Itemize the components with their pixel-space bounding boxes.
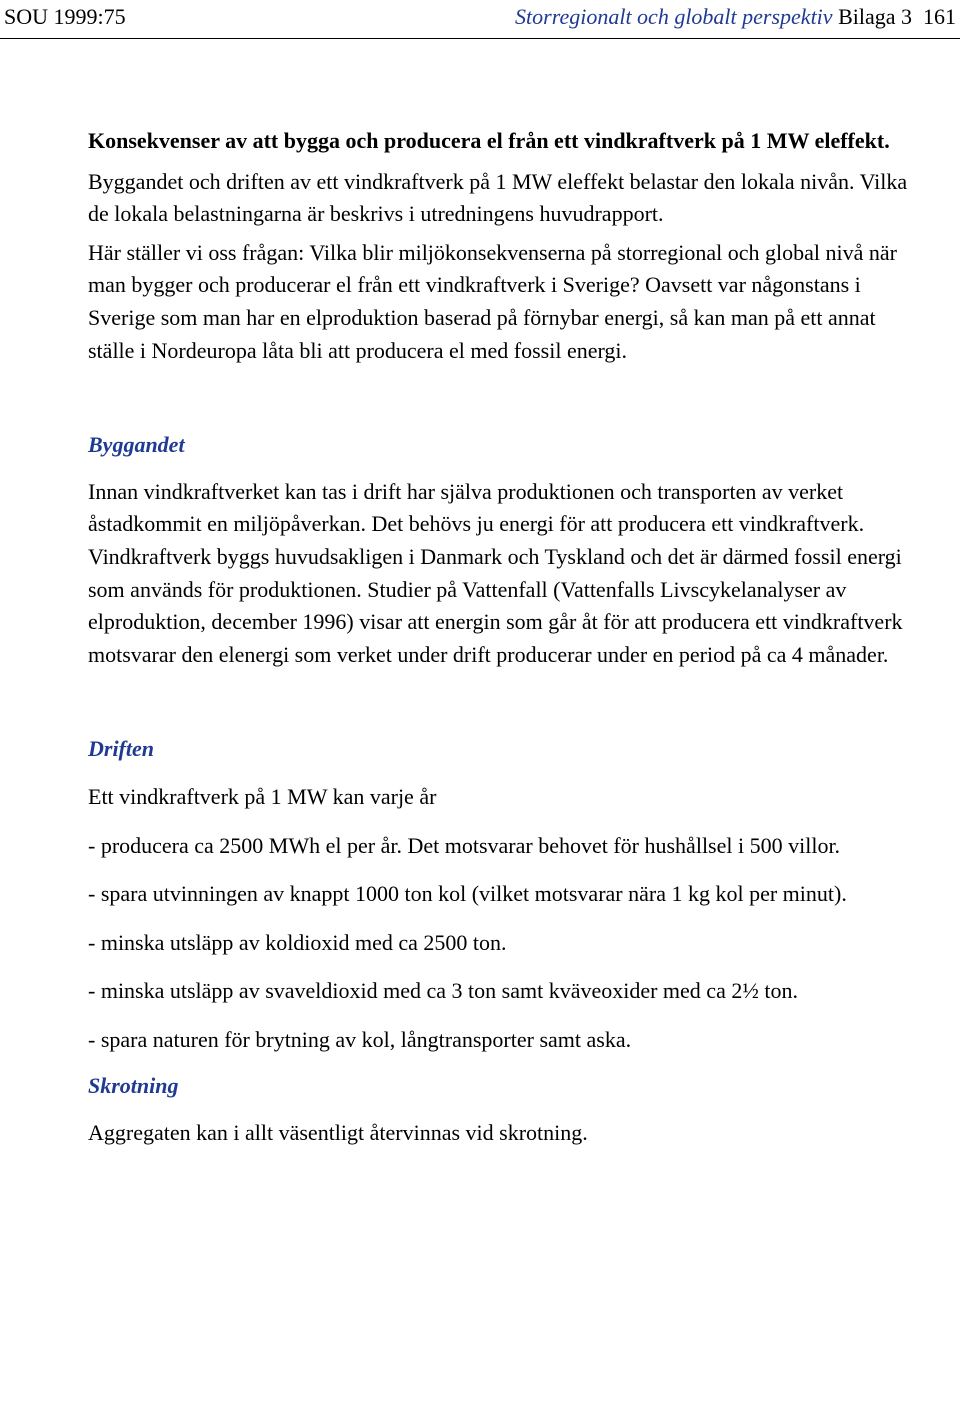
skrotning-paragraph: Aggregaten kan i allt väsentligt återvinnas vid skrotning. (88, 1120, 588, 1146)
page-header (0, 0, 960, 39)
intro-paragraph-2: Här ställer vi oss frågan: Vilka blir miljökonsekvenserna på storregional och global nivå när man bygger och producerar el från ett vindkraftverk i Sverige? Oavsett var någonstans i Sverige som man har en elproduktion baserad på förnybar energi, så kan man på ett annat ställe i Nordeuropa låta bli att producera el med fossil energi. (88, 239, 897, 363)
driften-item: - minska utsläpp av koldioxid med ca 2500 ton. (88, 929, 507, 955)
driften-item: - producera ca 2500 MWh el per år. Det motsvarar behovet för hushållsel i 500 villor. (88, 832, 841, 858)
driften-item: - spara naturen för brytning av kol, långtransporter samt aska. (88, 1026, 632, 1052)
driften-item: - spara utvinningen av knappt 1000 ton kol (vilket motsvarar nära 1 kg kol per minut). (88, 881, 847, 907)
section-heading-skrotning: Skrotning (88, 1073, 179, 1099)
intro-title: Konsekvenser av att bygga och producera el från ett vindkraftverk på 1 MW eleffekt. (88, 128, 890, 153)
driften-intro: Ett vindkraftverk på 1 MW kan varje år (88, 783, 437, 809)
section-heading-byggandet: Byggandet (88, 432, 185, 458)
section-heading-driften: Driften (88, 736, 154, 762)
page-content (88, 125, 910, 1150)
document-reference: SOU 1999:75 (4, 4, 126, 29)
driften-item: - minska utsläpp av svaveldioxid med ca 3 ton samt kväveoxider med ca 2½ ton. (88, 978, 798, 1004)
page-number: 161 (923, 4, 956, 29)
header-right (515, 4, 956, 30)
section-title: Storregionalt och globalt perspektiv (515, 4, 833, 29)
byggandet-paragraph: Innan vindkraftverket kan tas i drift har själva produktionen och transporten av verket åstadkommit en miljöpåverkan. Det behövs ju energi för att producera ett vindkraftverk. Vindkraftverk byggs huvudsakligen i Danmark och Tyskland och det är därmed fossil energi som används för produktionen. Studier på Vattenfall (Vattenfalls Livscykelanalyser av elproduktion, december 1996) visar att energin som går åt för att producera ett vindkraftverk motsvarar den elenergi som verket under drift producerar under en period på ca 4 månader. (88, 478, 903, 667)
appendix-label: Bilaga 3 (838, 4, 912, 29)
intro-paragraph-1: Byggandet och driften av ett vindkraftverk på 1 MW eleffekt belastar den lokala nivån. Vilka de lokala belastningarna är beskrivs i utredningens huvudrapport. (88, 168, 908, 227)
